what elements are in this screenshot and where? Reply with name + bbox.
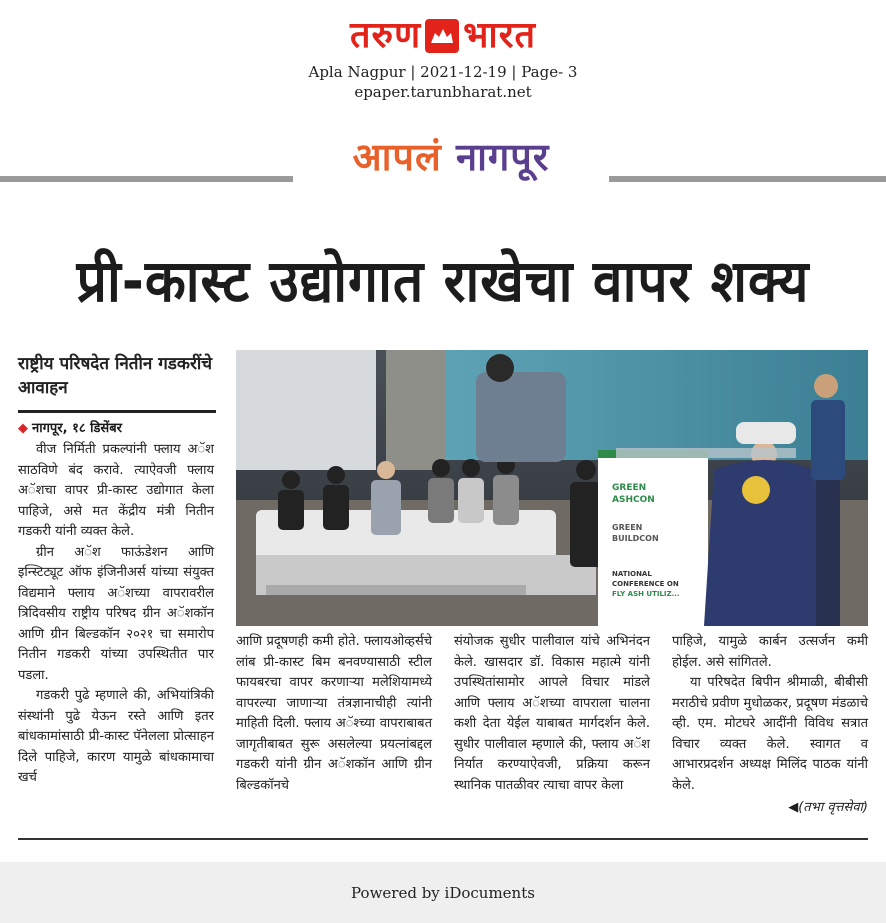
banner-text: BUILDCON [612,534,659,543]
article-column-4 [672,632,868,819]
bottom-divider [18,838,868,840]
section-title-part1: आपलं [352,135,442,179]
section-title-part2: नागपूर [455,135,550,179]
article-paragraph: गडकरी पुढे म्हणाले की, अभियांत्रिकी संस्थांनी पुढे येऊन रस्ते आणि इतर बांधकामांसाठी प्री-कास्ट पॅनेलला प्रोत्साहन दिले पाहिजे, कारण यामुळे बांधकामाचा खर्च [18,688,214,785]
article-headline: प्री-कास्ट उद्योगात राखेचा वापर शक्य [76,247,810,315]
article-paragraph: संयोजक सुधीर पालीवाल यांचे अभिनंदन केले. खासदार डॉ. विकास महात्मे यांनी उपस्थितांसामोर आपले विचार मांडले आणि फ्लाय अॅशच्या वापराला चालना कशी देता येईल याबाबत मार्गदर्शन केले. सुधीर पालीवाल म्हणाले की, फ्लाय अॅश निर्यात करण्याऐवजी, प्रक्रिया करून स्थानिक पातळीवर त्याचा वापर केला [454,634,650,793]
edition-date: 2021-12-19 [420,63,507,81]
banner-text: GREEN [612,483,647,493]
subhead-divider [18,410,216,413]
article-paragraph: पाहिजे, यामुळे कार्बन उत्सर्जन कमी होईल. असे सांगितले. [672,634,868,670]
section-title [293,124,609,188]
meta-separator: | [410,63,421,81]
page-number: Page- 3 [521,63,578,81]
banner-text: FLY ASH UTILIZ... [612,590,680,598]
article-dateline [18,420,122,438]
article-paragraph: या परिषदेत बिपीन श्रीमाळी, बीबीसी मराठीचे प्रवीण मुधोळकर, प्रदूषण मंडळाचे व्ही. एम. मोटघरे आदींनी विविध सत्रात विचार व्यक्त केले. स्वागत व आभारप्रदर्शन अध्यक्ष मिलिंद पाठक यांनी केले. [672,675,868,793]
article-subheadline: राष्ट्रीय परिषदेत नितीन गडकरींचे आवाहन [18,354,213,398]
triangle-left-icon: ◀ [788,800,799,815]
masthead [0,14,886,102]
edition-name: Apla Nagpur [308,63,406,81]
footer [0,862,886,923]
logo-text-right: भारत [463,15,536,56]
website-link[interactable]: epaper.tarunbharat.net [354,83,532,101]
banner-text: CONFERENCE ON [612,580,679,588]
footer-text: Powered by iDocuments [351,883,535,902]
logo-emblem-icon [425,19,459,53]
article-credit [672,798,868,819]
logo-text-left: तरुण [350,15,422,56]
banner-text: ASHCON [612,495,655,505]
article-column-1 [18,440,214,789]
credit-text: (तभा वृत्तसेवा) [798,800,868,815]
article-column-2 [236,632,432,796]
dateline-text: नागपूर, १८ डिसेंबर [32,421,122,436]
article-paragraph: ग्रीन अॅश फाऊंडेशन आणि इन्स्टिट्यूट ऑफ इंजिनीअर्स यांच्या संयुक्त विद्यमाने फ्लाय अॅशच्या वापरावरील त्रिदिवसीय राष्ट्रीय परिषद ग्रीन अॅशकॉन आणि ग्रीन बिल्डकॉन २०२१ चा समारोप नितीन गडकरी यांच्या उपस्थितीत पार पडला. [18,544,214,683]
diamond-bullet-icon: ◆ [18,421,28,436]
edition-meta [0,62,886,82]
article-column-3 [454,632,650,796]
meta-separator: | [511,63,522,81]
banner-text: GREEN [612,523,643,532]
newspaper-logo [0,14,886,58]
article-photo [236,350,868,626]
banner-text: NATIONAL [612,570,652,578]
article-paragraph: आणि प्रदूषणही कमी होते. फ्लायओव्हर्सचे लांब प्री-कास्ट बिम बनवण्यासाठी स्टील फायबरचा वापर करणाऱ्या मलेशियामध्ये वापरल्या जाणाऱ्या तंत्रज्ञानाचीही त्यांनी माहिती दिली. फ्लाय अॅश्च्या वापराबाबत जागृतीबाबत सुरू असलेल्या प्रयत्नांबद्दल गडकरी यांनी ग्रीन अॅशकॉन आणि ग्रीन बिल्डकॉनचे [236,634,432,793]
article-paragraph: वीज निर्मिती प्रकल्पांनी फ्लाय अॅश साठविणे बंद करावे. त्याऐवजी फ्लाय अॅशचा वापर प्री-कास्ट उद्योगात केला पाहिजे, असे मत केंद्रीय मंत्री नितीन गडकरी यांनी व्यक्त केले. [18,442,214,539]
